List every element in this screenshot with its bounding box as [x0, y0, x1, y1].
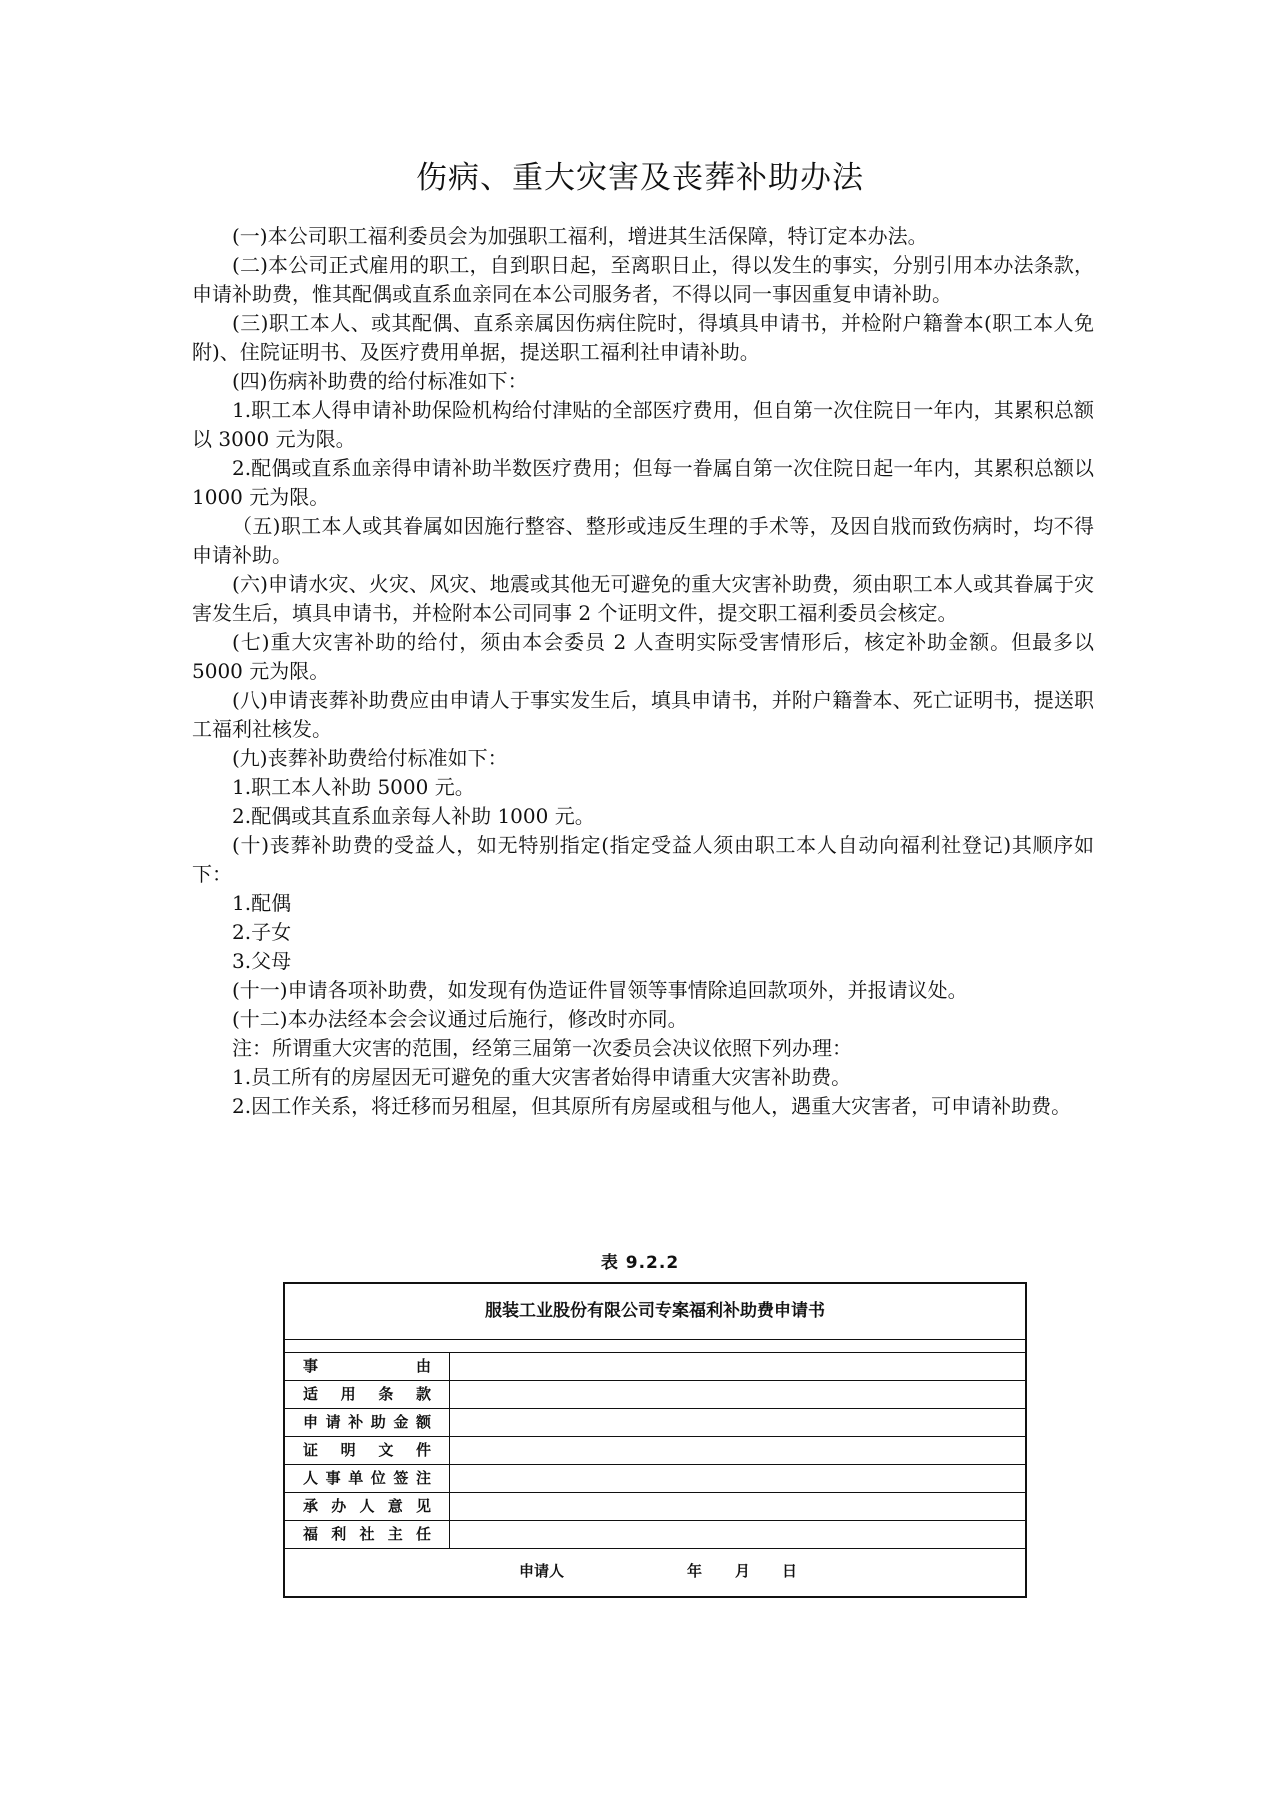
form-row: [285, 1521, 1025, 1549]
form-field[interactable]: [450, 1493, 1025, 1520]
form-row: [285, 1465, 1025, 1493]
paragraph: (三)职工本人、或其配偶、直系亲属因伤病住院时，得填具申请书，并检附户籍誊本(职工本人免附)、住院证明书、及医疗费用单据，提送职工福利社申请补助。: [192, 311, 1094, 364]
paragraph: (二)本公司正式雇用的职工，自到职日起，至离职日止，得以发生的事实，分别引用本办法条款，申请补助费，惟其配偶或直系血亲同在本公司服务者，不得以同一事因重复申请补助。: [192, 253, 1094, 306]
form-row: [285, 1381, 1025, 1409]
year-label: 年: [687, 1562, 703, 1580]
paragraph: 注：所谓重大灾害的范围，经第三届第一次委员会决议依照下列办理：: [232, 1036, 852, 1060]
paragraph: (十)丧葬补助费的受益人，如无特别指定(指定受益人须由职工本人自动向福利社登记)其顺序如下：: [192, 833, 1094, 886]
paragraph: 2.配偶或其直系血亲每人补助 1000 元。: [232, 804, 595, 828]
form-field[interactable]: [450, 1521, 1025, 1548]
form-row-label: 证明文件: [285, 1437, 450, 1464]
form-row: [285, 1352, 1025, 1381]
paragraph: (十一)申请各项补助费，如发现有伪造证件冒领等事情除追回款项外，并报请议处。: [232, 978, 968, 1002]
paragraph: （五)职工本人或其眷属如因施行整容、整形或违反生理的手术等，及因自戕而致伤病时，均不得申请补助。: [192, 514, 1094, 567]
form-field[interactable]: [450, 1465, 1025, 1492]
form-row-label: 事 由: [285, 1353, 450, 1380]
list-item: 2.子女: [232, 920, 292, 944]
paragraph: 2.因工作关系，将迁移而另租屋，但其原所有房屋或租与他人，遇重大灾害者，可申请补助费。: [232, 1094, 1072, 1118]
form-row-label: 申请补助金额: [285, 1409, 450, 1436]
paragraph: 1.职工本人得申请补助保险机构给付津贴的全部医疗费用，但自第一次住院日一年内，其累积总额以 3000 元为限。: [192, 398, 1094, 451]
paragraph: (十二)本办法经本会会议通过后施行，修改时亦同。: [232, 1007, 688, 1031]
paragraph: 1.职工本人补助 5000 元。: [232, 775, 475, 799]
form-row-label: 适用条款: [285, 1381, 450, 1408]
paragraph: 1.员工所有的房屋因无可避免的重大灾害者始得申请重大灾害补助费。: [232, 1065, 852, 1089]
form-title: 服装工业股份有限公司专案福利补助费申请书: [285, 1284, 1025, 1340]
paragraph: (八)申请丧葬补助费应由申请人于事实发生后，填具申请书，并附户籍誊本、死亡证明书，提送职工福利社核发。: [192, 688, 1094, 741]
month-label: 月: [735, 1562, 751, 1580]
form-row: [285, 1493, 1025, 1521]
paragraph: (一)本公司职工福利委员会为加强职工福利，增进其生活保障，特订定本办法。: [232, 224, 928, 248]
document-body: [192, 222, 1094, 1121]
form-field[interactable]: [450, 1437, 1025, 1464]
form-row-label: 人事单位签注: [285, 1465, 450, 1492]
paragraph: (七)重大灾害补助的给付，须由本会委员 2 人查明实际受害情形后，核定补助金额。但最多以 5000 元为限。: [192, 630, 1094, 683]
form-row: [285, 1437, 1025, 1465]
form-field[interactable]: [450, 1409, 1025, 1436]
form-row-label: 福利社主任: [285, 1521, 450, 1548]
document-title: 伤病、重大灾害及丧葬补助办法: [416, 160, 864, 196]
table-caption: 表 9.2.2: [600, 1253, 680, 1273]
applicant-label: 申请人: [519, 1562, 565, 1580]
paragraph: 2.配偶或直系血亲得申请补助半数医疗费用；但每一眷属自第一次住院日起一年内，其累积总额以 1000 元为限。: [192, 456, 1094, 509]
day-label: 日: [782, 1562, 798, 1580]
paragraph: (六)申请水灾、火灾、风灾、地震或其他无可避免的重大灾害补助费，须由职工本人或其眷属于灾害发生后，填具申请书，并检附本公司同事 2 个证明文件，提交职工福利委员会核定。: [192, 572, 1094, 625]
paragraph: (九)丧葬补助费给付标准如下：: [232, 746, 508, 770]
application-form: [283, 1282, 1027, 1598]
form-row-label: 承办人意见: [285, 1493, 450, 1520]
list-item: 1.配偶: [232, 891, 292, 915]
list-item: 3.父母: [232, 949, 292, 973]
form-field[interactable]: [450, 1381, 1025, 1408]
form-field[interactable]: [450, 1353, 1025, 1380]
form-row: [285, 1409, 1025, 1437]
form-footer: [285, 1556, 1025, 1586]
paragraph: (四)伤病补助费的给付标准如下：: [232, 369, 528, 393]
